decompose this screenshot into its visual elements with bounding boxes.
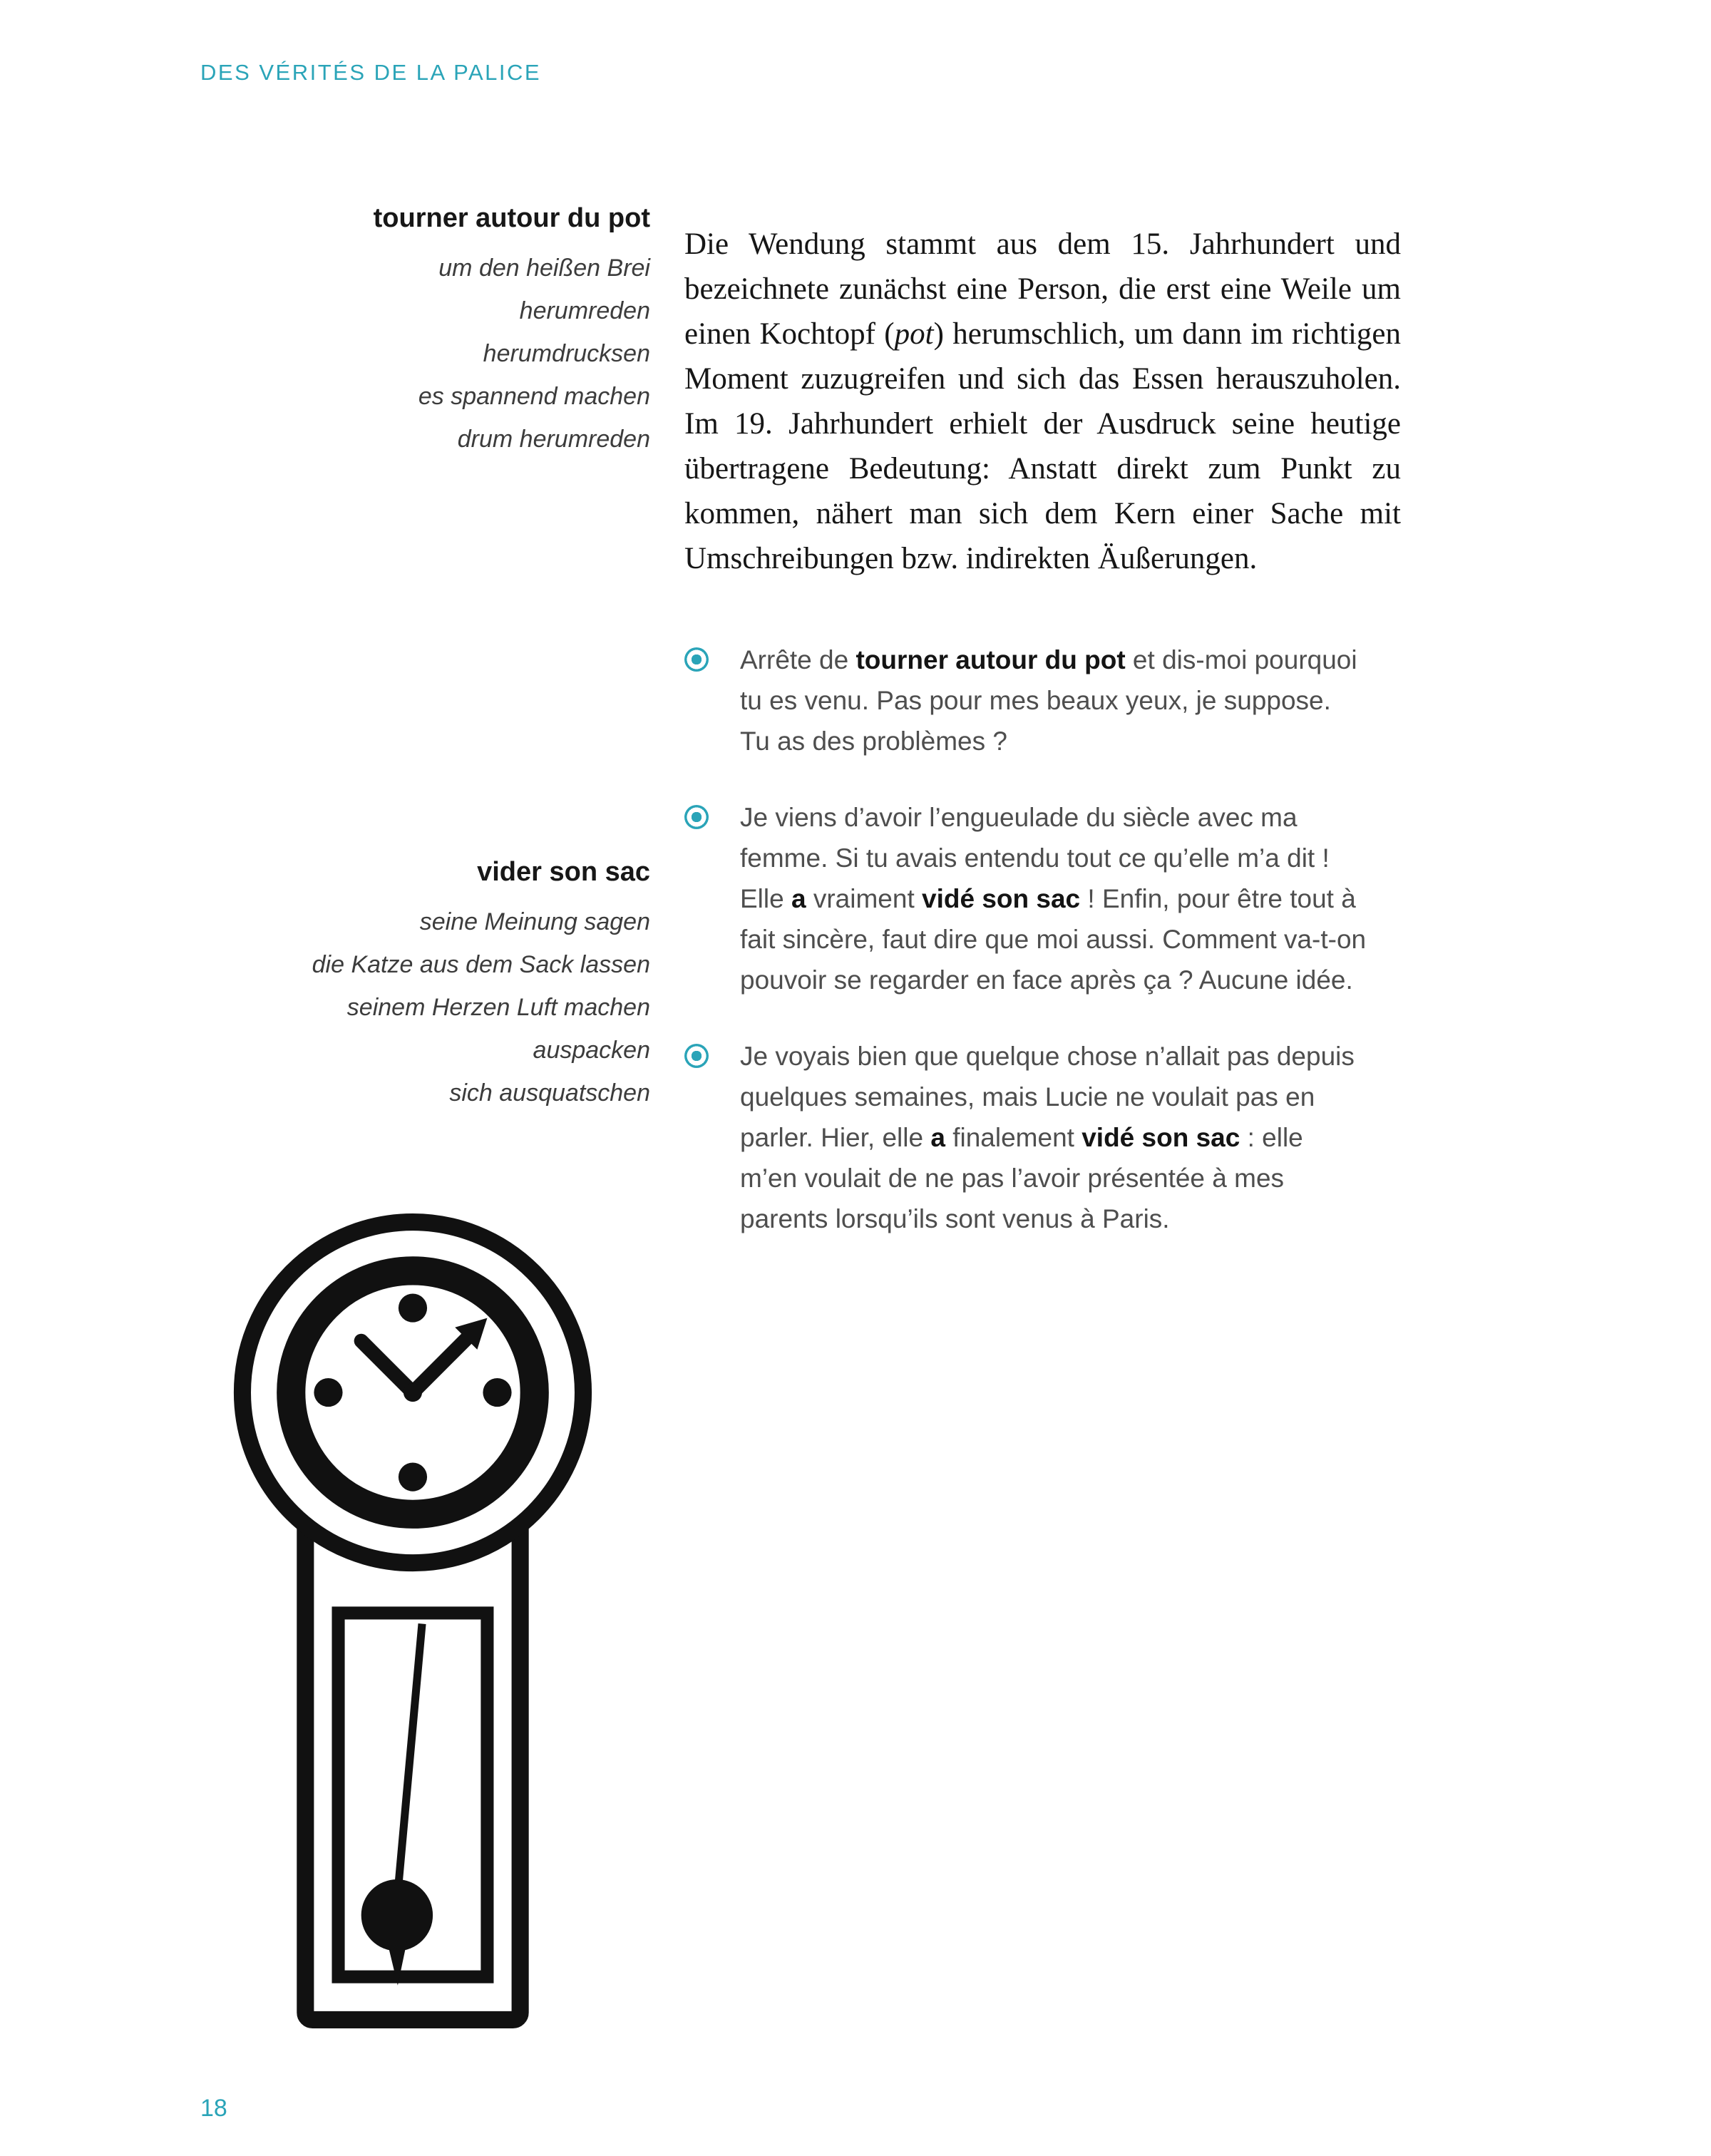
explanation-italic-term: pot: [894, 317, 934, 351]
example-text: : elle m’en voulait de ne pas l’avoir présentée à mes parents lorsqu’ils sont venus à Paris.: [740, 1123, 1303, 1233]
pendulum-clock-illustration: [217, 1212, 614, 2036]
explanation-text: ) herumschlich, um dann im richtigen Moment zuzugreifen und sich das Essen herauszuholen. Im 19. Jahrhundert erhielt der Ausdruck seine heutige übertragene Bedeutung: Anstatt direkt zum Punkt zu kommen, nähert man sich dem Kern einer Sache mit Umschreibungen bzw. indirekten Äußerungen.: [684, 317, 1401, 575]
example-text: Je voyais bien que quelque chose n’allait pas depuis quelques semaines, mais Lucie ne voulait pas en parler. Hier, elle: [740, 1042, 1355, 1152]
example-bold-idiom: vidé son sac: [1081, 1123, 1240, 1152]
synonym-line: herumreden: [519, 297, 650, 324]
entry-headword: vider son sac: [477, 857, 650, 887]
example-bold-idiom: tourner autour du pot: [856, 645, 1126, 674]
synonym-line: seine Meinung sagen: [419, 908, 650, 935]
example-bold-idiom: a: [791, 884, 806, 913]
synonym-line: die Katze aus dem Sack lassen: [312, 951, 650, 978]
synonym-line: seinem Herzen Luft machen: [346, 994, 650, 1021]
entry-label-vider-son-sac: [171, 855, 650, 1114]
page-number: 18: [200, 2095, 227, 2122]
running-header: DES VÉRITÉS DE LA PALICE: [200, 60, 542, 85]
synonym-line: auspacken: [533, 1037, 650, 1064]
example-text: Arrête de: [740, 645, 856, 674]
entry-label-tourner-autour-du-pot: [171, 201, 650, 461]
example-bold-idiom: vidé son sac: [922, 884, 1081, 913]
synonym-line: sich ausquatschen: [449, 1079, 650, 1107]
synonym-line: um den heißen Brei: [438, 255, 650, 282]
example-bold-idiom: a: [930, 1123, 945, 1152]
bullet-icon: [684, 805, 709, 829]
explanation-text: Die Wendung stammt aus dem 15. Jahrhundert und bezeichnete zunächst eine Person, die erst eine Weile um einen Kochtopf (: [684, 227, 1401, 351]
entry-headword: tourner autour du pot: [373, 203, 650, 233]
synonym-line: es spannend machen: [418, 383, 650, 410]
example-item: [684, 640, 1367, 761]
example-item: [684, 1036, 1367, 1239]
example-text: finalement: [945, 1123, 1082, 1152]
example-text: et dis-moi pourquoi tu es venu. Pas pour mes beaux yeux, je suppose. Tu as des problèmes ?: [740, 645, 1357, 756]
bullet-icon: [684, 1044, 709, 1068]
bullet-icon: [684, 647, 709, 672]
synonym-line: herumdrucksen: [483, 340, 650, 367]
example-text: vraiment: [806, 884, 922, 913]
synonym-line: drum herumreden: [457, 426, 650, 453]
example-text: ! Enfin, pour être tout à fait sincère, faut dire que moi aussi. Comment va-t-on pouvoir se regarder en face après ça ? Aucune idée.: [740, 884, 1367, 995]
example-text: Je viens d’avoir l’engueulade du siècle avec ma femme. Si tu avais entendu tout ce qu’elle m’a dit ! Elle: [740, 803, 1330, 913]
pendulum-clock-icon: [217, 1212, 614, 2036]
main-text-column: [684, 191, 1401, 1239]
example-item: [684, 797, 1367, 1000]
explanation-paragraph: [684, 222, 1401, 581]
